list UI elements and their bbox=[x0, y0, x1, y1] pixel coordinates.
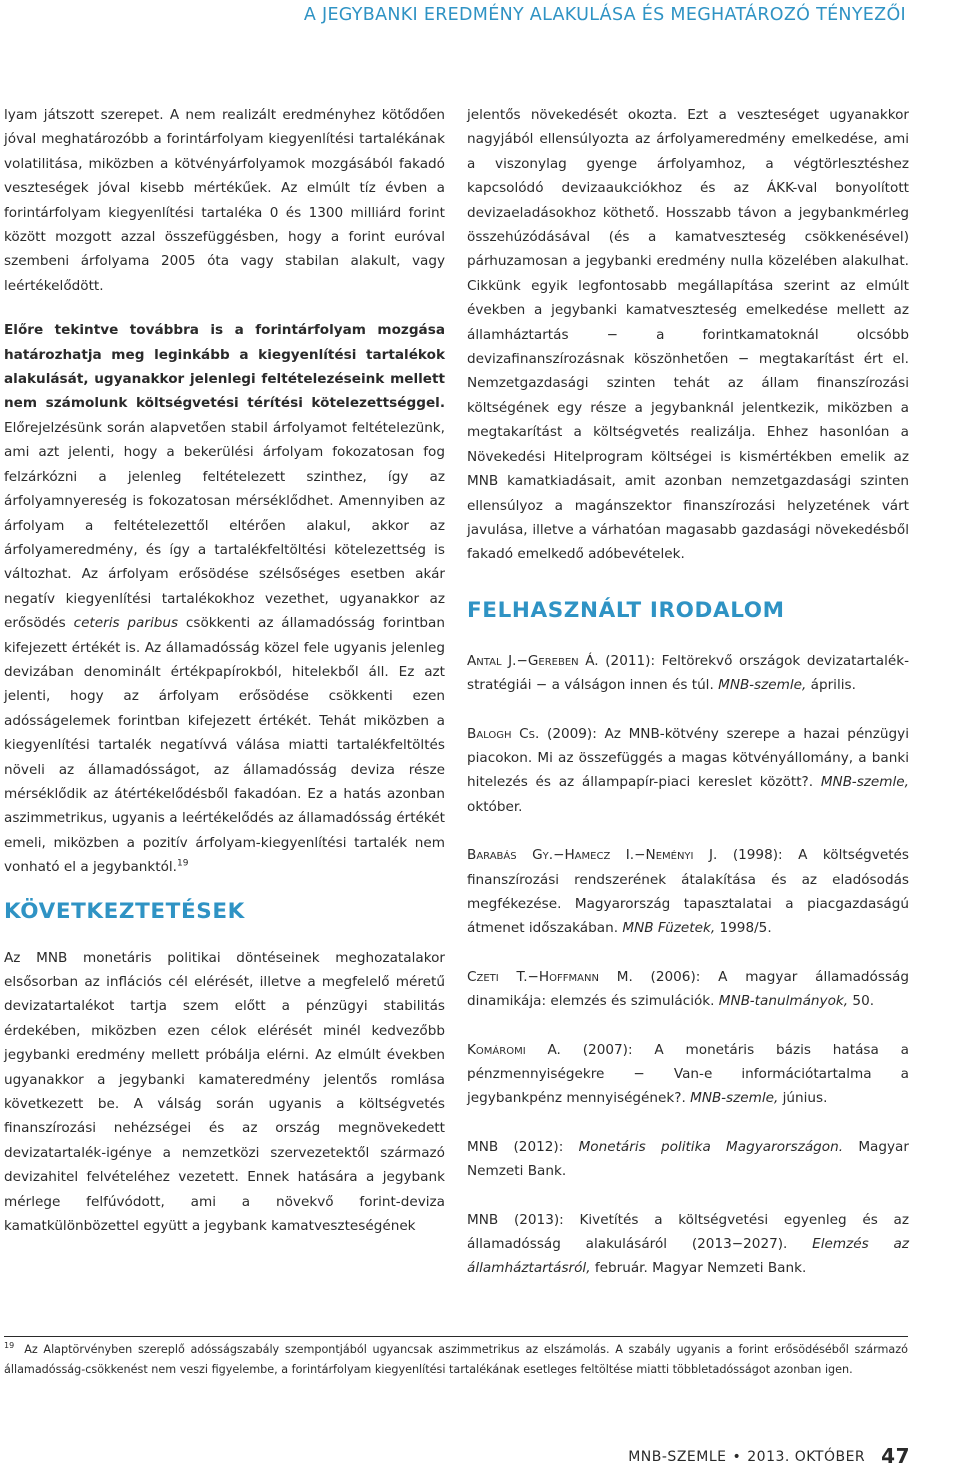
reference-source: MNB-szemle, bbox=[820, 774, 909, 791]
reference-text: (2011): Feltörekvő országok devizatartalék-stratégiái − a válságon innen és túl. bbox=[467, 652, 909, 694]
reference-tail: február. Magyar Nemzeti Bank. bbox=[590, 1260, 807, 1277]
left-column bbox=[4, 103, 445, 1238]
reference-text: (2007): A monetáris bázis hatása a pénzmennyiségekre − Van-e információtartalma a jegybankpénz mennyiségének?. bbox=[467, 1041, 909, 1107]
page-footer bbox=[628, 1444, 910, 1468]
body-paragraph: jelentős növekedését okozta. Ezt a veszteséget ugyanakkor nagyjából ellensúlyozta az árfolyameredmény emelkedése, ami a viszonylag gyenge árfolyamhoz, a végtörlesztéshez kapcsolódó devizaaukciókhoz és az ÁKK-val bonyolított devizaeladásokhoz köthető. Hosszabb távon a jegybankmérleg összehúzódásával (és a kamatveszteség csökkenésével) párhuzamosan a jegybanki eredmény nulla közelében alakulhat. Cikkünk egyik legfontosabb megállapítása szerint az elmúlt években a jegybanki kamatveszteség emelkedése mellett az államháztartás − a forintkamatoknál olcsóbb devizafinanszírozásnak köszönhetően − megtakarítást ért el. Nemzetgazdasági szinten tehát az állam finanszírozási költségének egy része a jegybanknál jelentkezik, miközben a megtakarítást a költségvetés realizálja. Ehhez hasonlóan a Növekedési Hitelprogram költségei is kismértékben emelik az MNB kamatkiadásait, amit azonban nemzetgazdasági szinten ellensúlyoz a magánszektor finanszírozási helyzetének várt javulása, illetve a várhatóan magasabb gazdasági növekedésből fakadó emelkedő adóbevételek. bbox=[467, 107, 909, 563]
reference-tail: 1998/5. bbox=[715, 920, 772, 937]
reference-item bbox=[467, 1208, 909, 1281]
reference-text: MNB (2012): bbox=[467, 1138, 579, 1155]
section-heading-conclusions: KÖVETKEZTETÉSEK bbox=[4, 898, 245, 924]
footnote-divider bbox=[4, 1336, 908, 1337]
paragraph-text: Előrejelzésünk során alapvetően stabil árfolyamot feltételezünk, ami azt jelenti, hogy a bekerülési árfolyam fokozatosan fog felzárkózni a jelenleg feltételezett szinthez, így az árfolyamnyereség is fokozatosan mérséklődhet. Amennyiben az árfolyam a feltételezettől eltérően alakul, akkor az árfolyameredmény, és így a tartalékfeltöltési kötelezettség is változhat. Az árfolyam erősödése szélsőséges esetben akár negatív kiegyenlítési tartalékokhoz vezethet, ugyanakkor az erősödés bbox=[4, 419, 445, 632]
reference-item bbox=[467, 1038, 909, 1111]
footnote-text: Az Alaptörvényben szereplő adósságszabály szempontjából ugyancsak aszimmetrikus az elszámolás. A szabály ugyanis a forint erősödéséből származó államadósság-csökkenést nem veszi figyelembe, a forintárfolyam kiegyenlítési tartalékának esetleges feltöltése miatti többletadósságot azonban igen. bbox=[4, 1343, 908, 1376]
bold-lead-sentence: Előre tekintve továbbra is a forintárfolyam mozgása határozhatja meg leginkább a kiegyenlítési tartalékok alakulását, ugyanakkor jelenlegi feltételezéseink mellett nem számolunk költségvetési térítési kötelezettséggel. bbox=[4, 322, 445, 412]
reference-authors: Komáromi A. bbox=[467, 1041, 561, 1058]
reference-text: MNB (2013): Kivetítés a költségvetési egyenleg és az államadósság alakulásáról (2013−2027). bbox=[467, 1211, 909, 1253]
reference-source: MNB-tanulmányok, bbox=[718, 993, 849, 1010]
running-header: A JEGYBANKI EREDMÉNY ALAKULÁSA ÉS MEGHATÁROZÓ TÉNYEZŐI bbox=[303, 5, 906, 25]
reference-list bbox=[467, 649, 909, 1281]
reference-text: (1998): A költségvetés finanszírozási rendszerének átalakítása és az eladósodás megfékezése. Magyarország tapasztalatai a piacgazdaságú átmenet időszakában. bbox=[467, 847, 909, 937]
reference-authors: Antal J.−Gereben Á. bbox=[467, 652, 599, 669]
footnote-number: 19 bbox=[4, 1341, 15, 1351]
right-column bbox=[467, 103, 909, 1305]
reference-source: MNB-szemle, bbox=[690, 1090, 779, 1107]
reference-source: MNB Füzetek, bbox=[622, 920, 716, 937]
reference-tail: június. bbox=[778, 1090, 828, 1107]
reference-source: MNB-szemle, bbox=[718, 677, 807, 694]
footnote-reference[interactable]: 19 bbox=[177, 858, 189, 869]
reference-tail: október. bbox=[467, 798, 523, 815]
reference-item bbox=[467, 965, 909, 1014]
reference-authors: Barabás Gy.−Hamecz I.−Neményi J. bbox=[467, 847, 718, 864]
reference-authors: Czeti T.−Hoffmann M. bbox=[467, 968, 633, 985]
italic-term: ceteris paribus bbox=[73, 615, 179, 632]
reference-text: (2009): Az MNB-kötvény szerepe a hazai pénzügyi piacokon. Mi az összefüggés a magas kötvényállomány, a banki hitelezés és az állampapír-piaci kereslet között?. bbox=[467, 725, 910, 791]
reference-tail: Magyar Nemzeti Bank. bbox=[467, 1138, 909, 1180]
journal-name: MNB-SZEMLE bbox=[628, 1449, 727, 1465]
reference-authors: Balogh Cs. bbox=[467, 725, 540, 742]
reference-text: (2006): A magyar államadósság dinamikája: elemzés és szimulációk. bbox=[467, 968, 909, 1010]
section-heading-references: FELHASZNÁLT IRODALOM bbox=[467, 597, 785, 623]
paragraph-text: csökkenti az államadósság forintban kifejezett értékét is. Az államadósság közel fele ugyanis jelenleg devizában denominált értékpapírokból, hitelekből áll. Ez azt jelenti, hogy az árfolyam erősödése csökkenti ezen adósságelemek forintban kifejezett értékét. Tehát miközben a kiegyenlítési tartalék negatívvá válása miatti tartalékfeltöltés növeli az államadósságot, az államadósság deviza része mérséklődik az átértékelődésből fakadóan. Ez a hatás azonban aszimmetrikus, ugyanis a leértékelődés az államadósság értékét emeli, miközben a pozitív árfolyam-kiegyenlítési tartalék nem vonható el a jegybanktól. bbox=[4, 615, 445, 876]
page-number: 47 bbox=[881, 1444, 910, 1468]
reference-item bbox=[467, 843, 909, 941]
reference-tail: 50. bbox=[848, 993, 875, 1010]
reference-source: Elemzés az államháztartásról, bbox=[467, 1236, 909, 1277]
reference-item bbox=[467, 722, 909, 820]
reference-source: Monetáris politika Magyarországon. bbox=[578, 1138, 844, 1155]
footnote bbox=[4, 1340, 908, 1380]
reference-item bbox=[467, 1135, 909, 1184]
reference-tail: április. bbox=[806, 677, 856, 694]
footer-separator: • bbox=[732, 1449, 742, 1465]
body-paragraph bbox=[4, 318, 445, 879]
body-paragraph: Az MNB monetáris politikai döntéseinek meghozatalakor elsősorban az inflációs cél elérését, illetve a megfelelő méretű devizatartalékot tartja szem előtt a pénzügyi stabilitás érdekében, miközben ezen célok elérését minél kedvezőbb jegybanki eredmény mellett próbálja elérni. Az elmúlt években ugyanakkor a jegybanki kamateredmény jelentős romlása következett be. A válság során ugyanis a költségvetés finanszírozási nehézségei és az ország megnövekedett devizatartalék-igénye a nemzetközi szervezetektől származó devizahitel felvételéhez vezetett. Ennek hatására a jegybank mérlege felfúvódott, ami a növekvő forint-deviza kamatkülönbözettel együtt a jegybank kamatveszteségének bbox=[4, 949, 445, 1235]
body-paragraph: lyam játszott szerepet. A nem realizált eredményhez kötődően jóval meghatározóbb a forintárfolyam kiegyenlítési tartalékának volatilitása, miközben a kötvényárfolyamok mozgásából fakadó veszteségek jóval kisebb mértékűek. Az elmúlt tíz évben a forintárfolyam kiegyenlítési tartaléka 0 és 1300 milliárd forint között mozgott azzal összefüggésben, hogy a forint euróval szembeni árfolyama 2005 óta vagy stabilan alakult, vagy leértékelődött. bbox=[4, 107, 445, 294]
issue-date: 2013. OKTÓBER bbox=[747, 1449, 866, 1465]
reference-item bbox=[467, 649, 909, 698]
